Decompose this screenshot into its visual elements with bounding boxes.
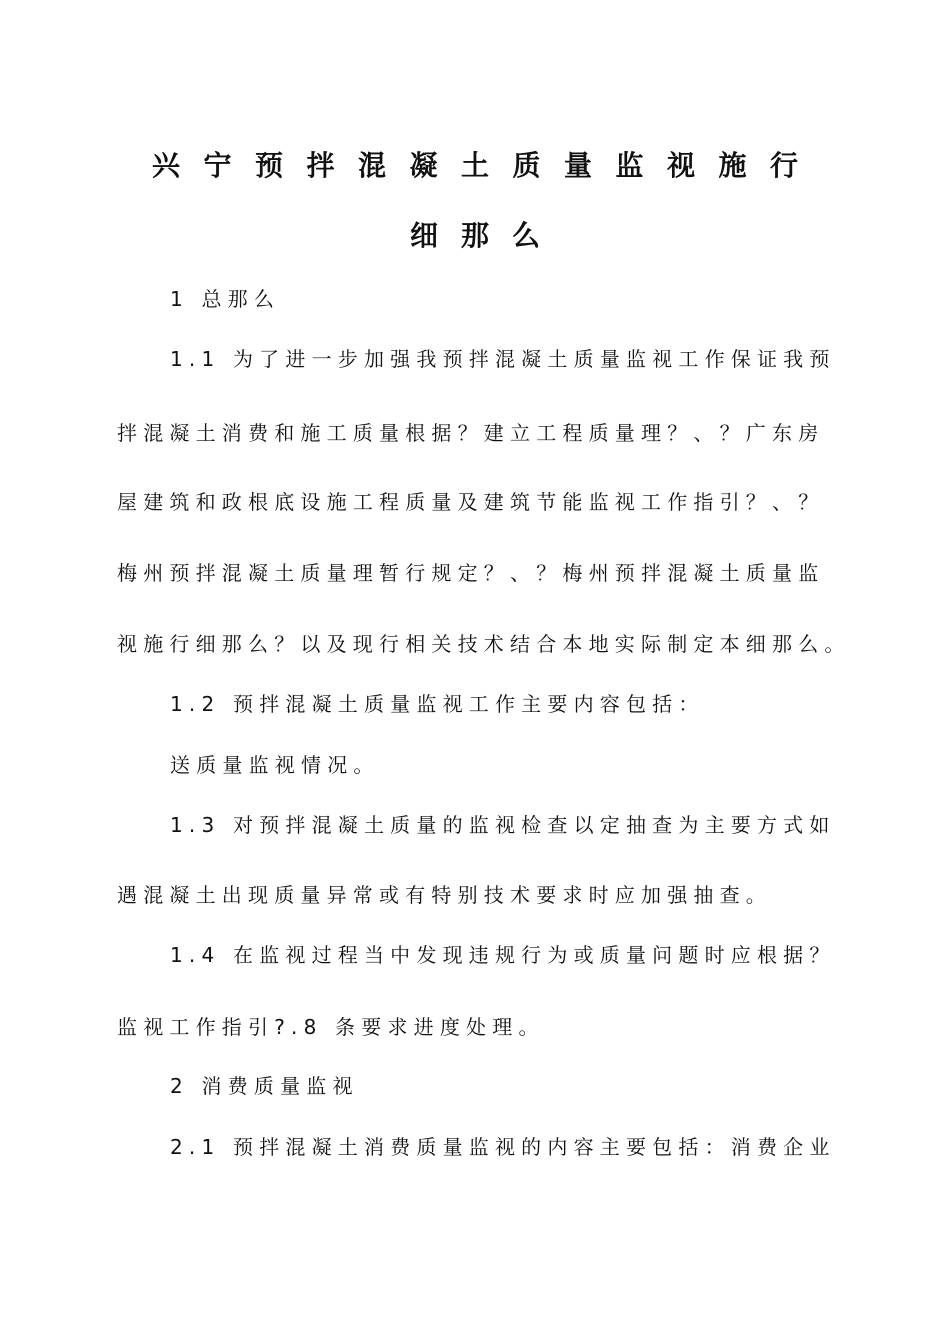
paragraph-line: 屋建筑和政根底设施工程质量及建筑节能监视工作指引？、？ bbox=[117, 490, 825, 514]
document-title-line-1: 兴宁预拌混凝土质量监视施行 bbox=[151, 149, 822, 182]
paragraph-line: 1.2 预拌混凝土质量监视工作主要内容包括： bbox=[170, 692, 705, 716]
paragraph-line: 遇混凝土出现质量异常或有特别技术要求时应加强抽查。 bbox=[117, 883, 772, 907]
paragraph-line: 1.1 为了进一步加强我预拌混凝土质量监视工作保证我预 bbox=[170, 347, 836, 371]
paragraph-line: 1.3 对预拌混凝土质量的监视检查以定抽查为主要方式如 bbox=[170, 813, 836, 837]
paragraph-line: 梅州预拌混凝土质量理暂行规定？、？梅州预拌混凝土质量监 bbox=[117, 561, 825, 585]
section-heading-1: 1 总那么 bbox=[170, 287, 281, 311]
paragraph-line: 视施行细那么？以及现行相关技术结合本地实际制定本细那么。 bbox=[117, 632, 851, 656]
paragraph-line: 监视工作指引?.8 条要求进度处理。 bbox=[117, 1015, 545, 1039]
paragraph-line: 拌混凝土消费和施工质量根据？建立工程质量理？、？广东房 bbox=[117, 421, 825, 445]
section-heading-2: 2 消费质量监视 bbox=[170, 1074, 359, 1098]
document-title-line-2: 细那么 bbox=[409, 219, 563, 252]
paragraph-line: 送质量监视情况。 bbox=[170, 753, 380, 777]
paragraph-line: 2.1 预拌混凝土消费质量监视的内容主要包括：消费企业 bbox=[170, 1135, 836, 1159]
paragraph-line: 1.4 在监视过程当中发现违规行为或质量问题时应根据？ bbox=[170, 943, 836, 967]
